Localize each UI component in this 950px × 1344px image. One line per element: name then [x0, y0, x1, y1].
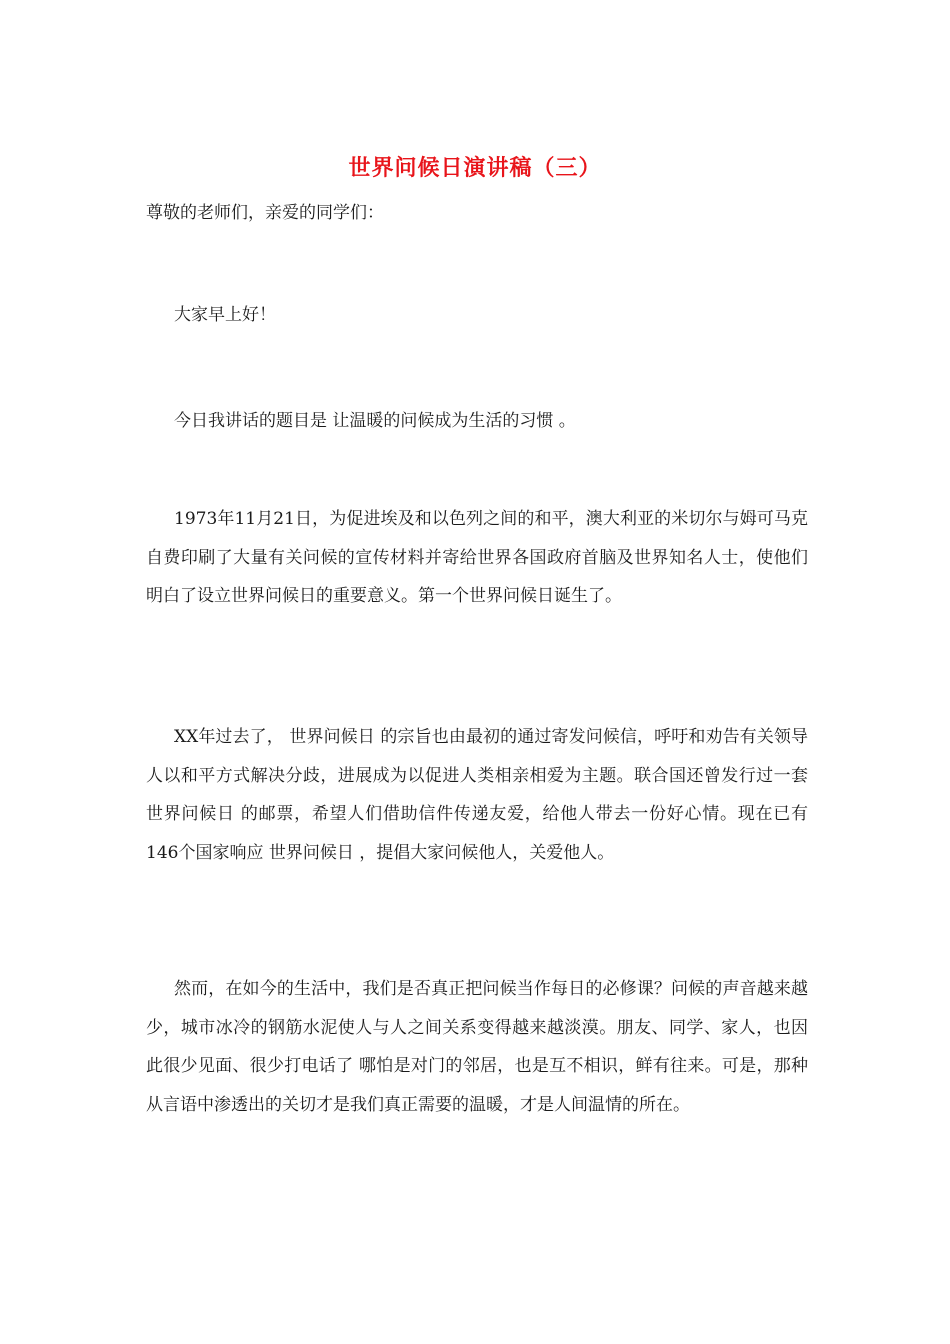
paragraph: XX年过去了， 世界问候日 的宗旨也由最初的通过寄发问候信，呼吁和劝告有关领导人以和平方式解决分歧，进展成为以促进人类相亲相爱为主题。联合国还曾发行过一套 世界问候日 的邮票，希望人们借助信件传递友爱，给他人带去一份好心情。现在已有146个国家响应 世界问候日 ，提倡大家问候他人，关爱他人。: [146, 727, 808, 863]
paragraph: 大家早上好！: [174, 305, 276, 325]
paragraph: 今日我讲话的题目是 让温暖的问候成为生活的习惯 。: [174, 411, 576, 431]
paragraph: 然而，在如今的生活中，我们是否真正把问候当作每日的必修课？问候的声音越来越少，城市冰冷的钢筋水泥使人与人之间关系变得越来越淡漠。朋友、同学、家人，也因此很少见面、很少打电话了 哪怕是对门的邻居，也是互不相识，鲜有往来。可是，那种从言语中渗透出的关切才是我们真正需要的温暖，才是人间温情的所在。: [146, 979, 808, 1115]
document-title: 世界问候日演讲稿（三）: [348, 155, 602, 181]
paragraph: 1973年11月21日，为促进埃及和以色列之间的和平，澳大利亚的米切尔与姆可马克自费印刷了大量有关问候的宣传材料并寄给世界各国政府首脑及世界知名人士，使他们明白了设立世界问候日的重要意义。第一个世界问候日诞生了。: [146, 509, 808, 606]
salutation: 尊敬的老师们，亲爱的同学们：: [146, 203, 384, 223]
